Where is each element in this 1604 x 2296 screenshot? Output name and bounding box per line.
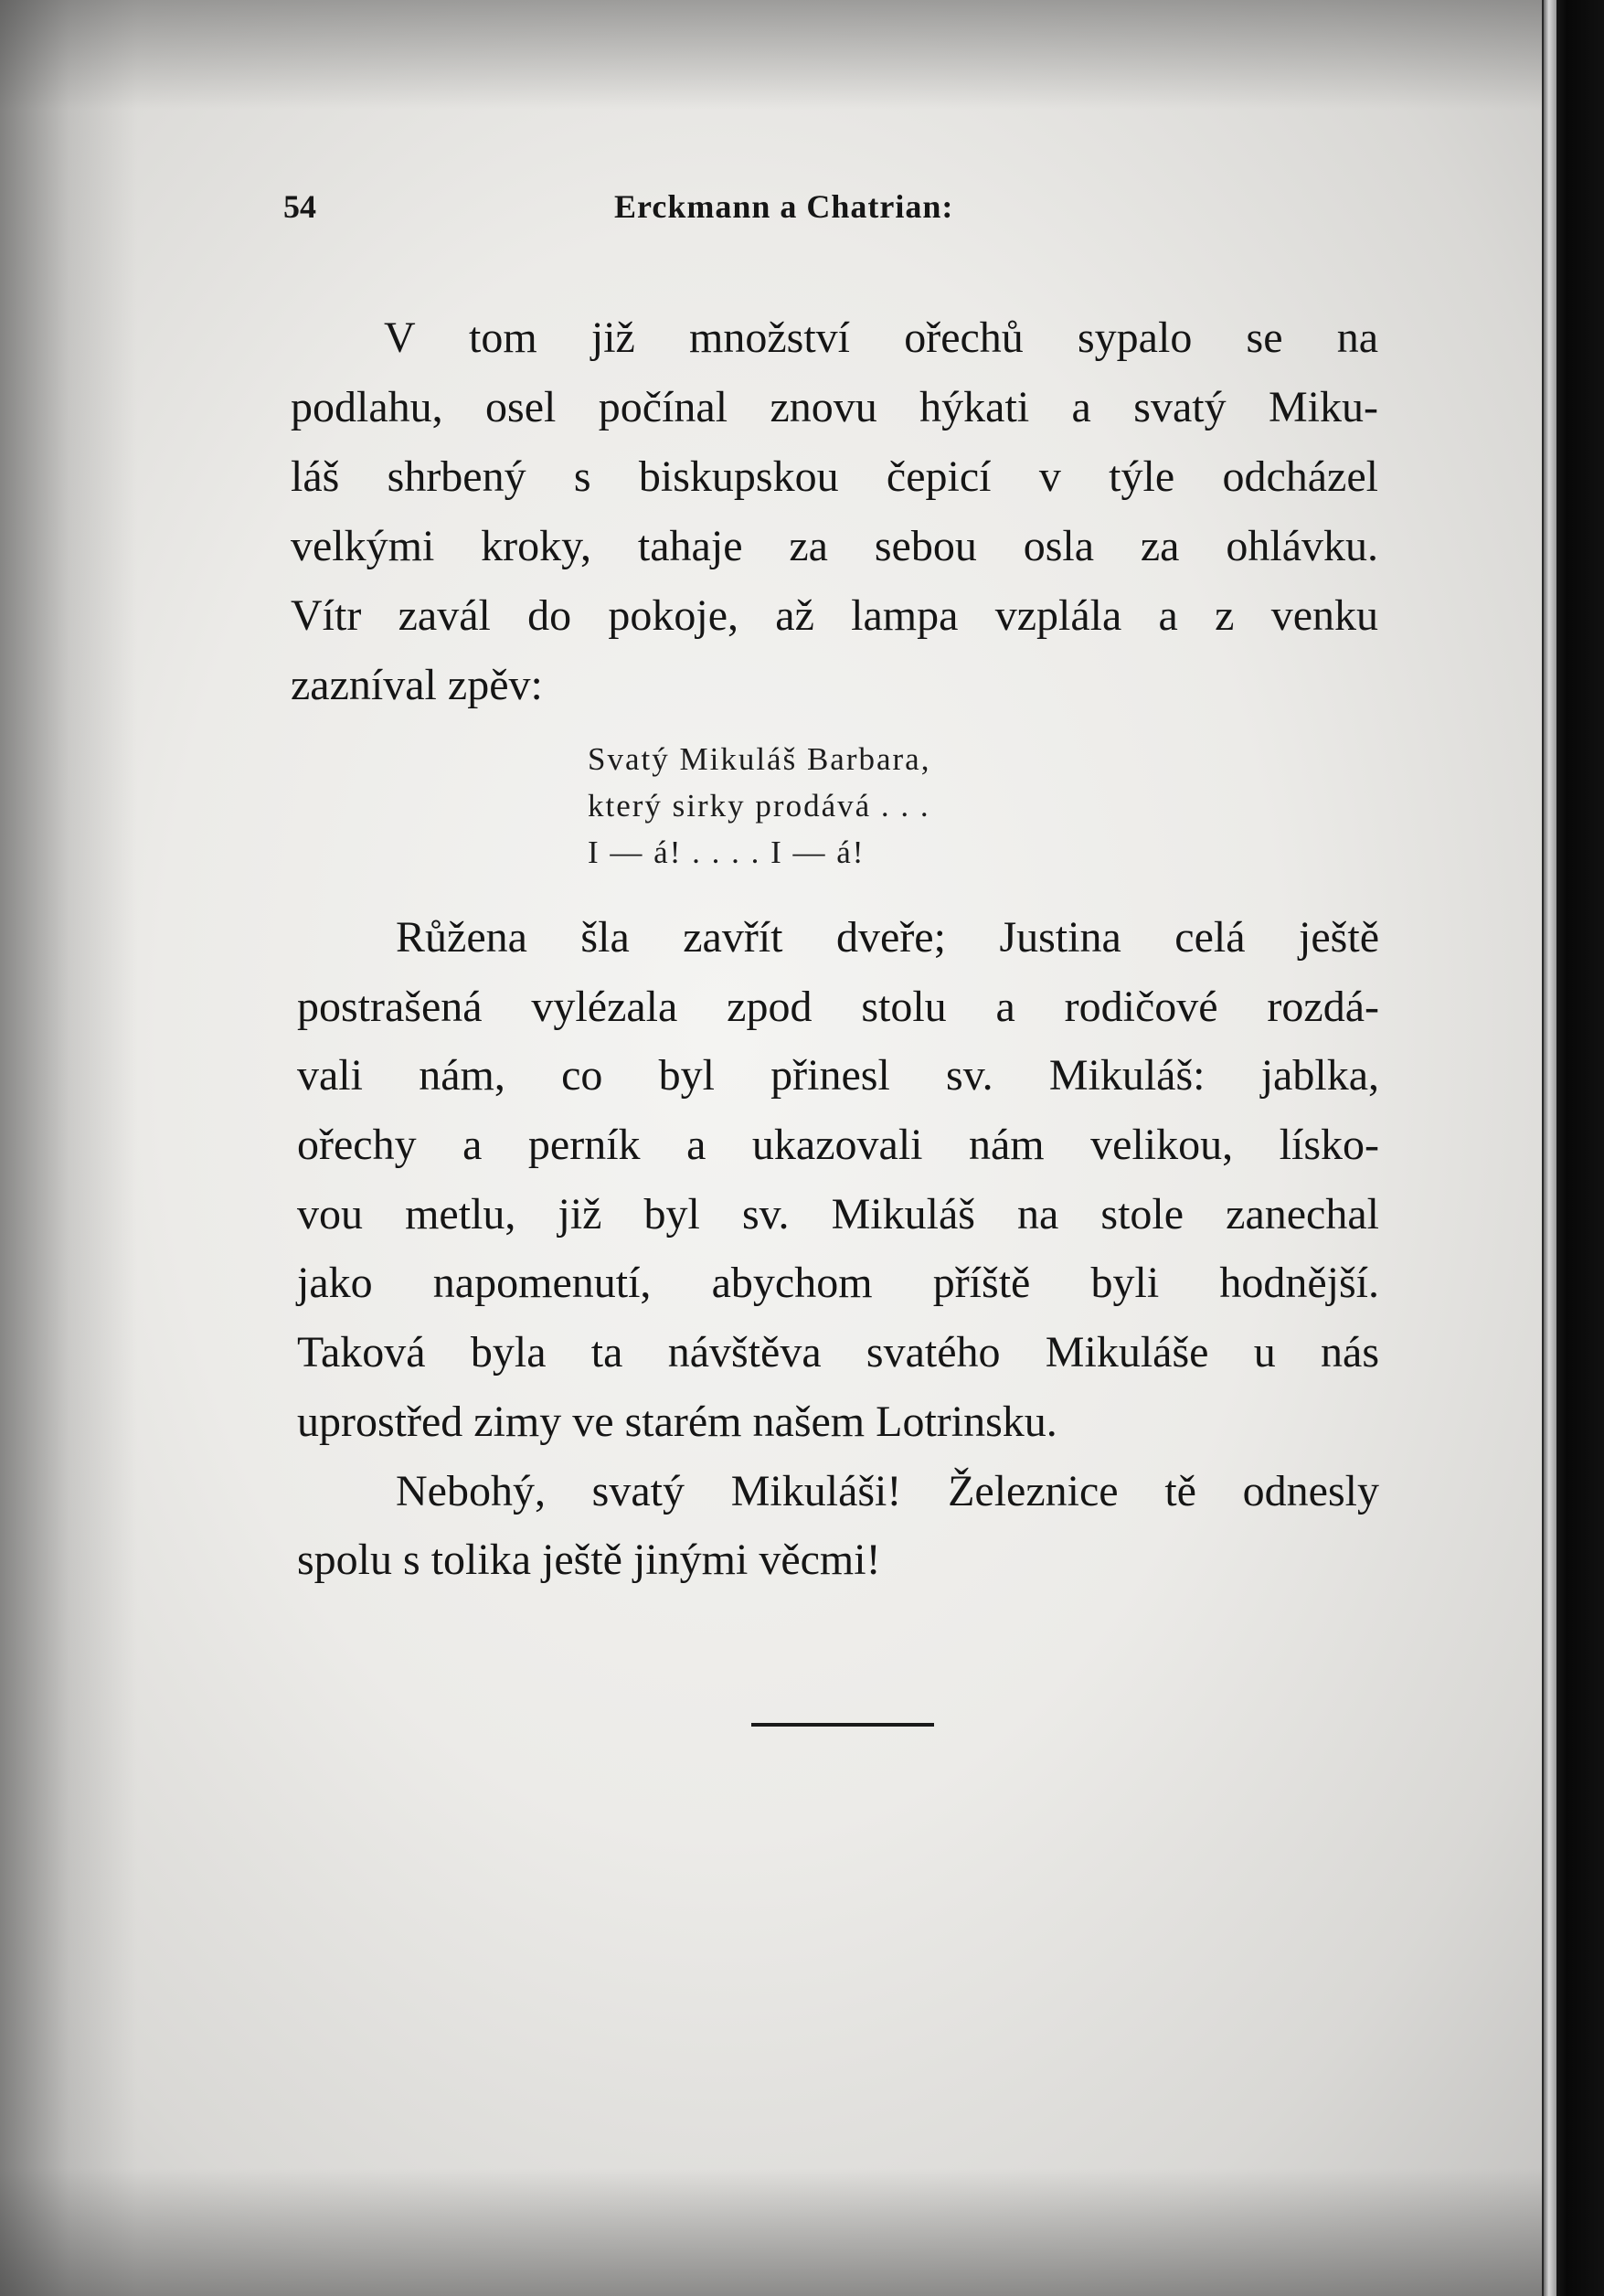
paragraph-1 — [291, 303, 1378, 720]
paragraph-2 — [297, 903, 1379, 1595]
page-number: 54 — [283, 188, 316, 225]
text-line: podlahu, osel počínal znovu hýkati a svatý Miku- — [291, 383, 1378, 431]
text-line: ořechy a perník a ukazovali nám velikou, lísko- — [297, 1121, 1379, 1170]
text-line: Nebohý, svatý Mikuláši! Železnice tě odnesly — [396, 1466, 1379, 1515]
text-line: V tom již množství ořechů sypalo se na — [384, 314, 1378, 362]
book-edge-highlight — [1544, 0, 1556, 2296]
song-verse — [588, 736, 930, 876]
page-shadow-top — [0, 0, 1604, 110]
running-head: Erckmann a Chatrian: — [614, 188, 954, 225]
page-shadow-bottom — [0, 2168, 1604, 2296]
text-line: zazníval zpěv: — [291, 661, 543, 709]
page-shadow-left — [0, 0, 137, 2296]
page-header — [283, 187, 1380, 233]
text-line: Růžena šla zavřít dveře; Justina celá ještě — [396, 913, 1379, 962]
verse-line: který sirky prodává . . . — [588, 788, 930, 824]
text-line: Vítr zavál do pokoje, až lampa vzplála a z venku — [291, 591, 1378, 640]
verse-line: I — á! . . . . I — á! — [588, 834, 866, 870]
chapter-end-rule — [751, 1723, 934, 1727]
text-line: velkými kroky, tahaje za sebou osla za ohlávku. — [291, 522, 1378, 570]
text-line: Taková byla ta návštěva svatého Mikuláše u nás — [297, 1328, 1379, 1377]
text-line: láš shrbený s biskupskou čepicí v týle odcházel — [291, 452, 1378, 501]
text-line: vali nám, co byl přinesl sv. Mikuláš: jablka, — [297, 1051, 1379, 1100]
text-line: vou metlu, již byl sv. Mikuláš na stole zanechal — [297, 1189, 1379, 1238]
verse-line: Svatý Mikuláš Barbara, — [588, 741, 931, 777]
text-line: postrašená vylézala zpod stolu a rodičové rozdá- — [297, 982, 1379, 1031]
text-line: uprostřed zimy ve starém našem Lotrinsku. — [297, 1397, 1057, 1446]
text-line: jako napomenutí, abychom příště byli hodnější. — [297, 1259, 1379, 1308]
text-line: spolu s tolika ještě jinými věcmi! — [297, 1536, 881, 1585]
